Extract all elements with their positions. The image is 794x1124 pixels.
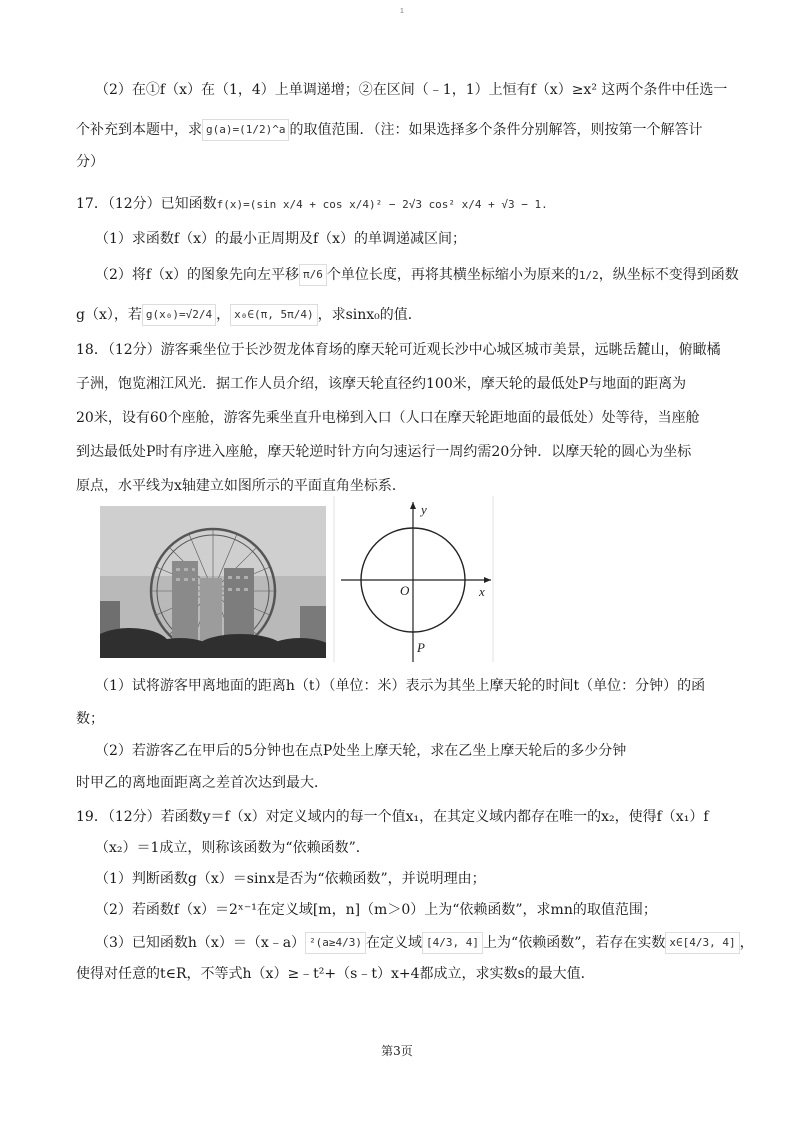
q17-frac-pi6: π/6 <box>299 264 327 286</box>
q18-line-1: 18．（12分）游客乘坐位于长沙贺龙体育场的摩天轮可近观长沙中心城区城市美景，远眺岳麓山，俯瞰橘 <box>76 342 721 358</box>
q18-line-4: 到达最低处P时有序进入座舱，摩天轮逆时针方向匀速运行一周约需20分钟．以摩天轮的圆心为坐标 <box>76 444 692 460</box>
q17-p2c: ，纵坐标不变得到函数 <box>598 267 739 283</box>
q17-p3b: ，求sinx₀的值． <box>317 307 422 323</box>
q17-p2b: 个单位长度，再将其横坐标缩小为原来的 <box>326 267 579 283</box>
q19-formula-x: x∈[4/3, 4] <box>665 932 739 954</box>
ferris-wheel-photo <box>100 506 326 658</box>
q16-line-2b: 的取值范围．（注：如果选择多个条件分别解答，则按第一个解答计 <box>289 122 703 138</box>
q17-head: 17．（12分）已知函数 <box>76 196 217 212</box>
x-axis-arrow <box>484 577 491 583</box>
q17-frac-half: 1/2 <box>578 269 599 282</box>
q16-line-3: 分） <box>76 154 104 170</box>
q16-formula-g: g(a)=(1/2)^a <box>202 119 289 141</box>
q18-part-1: （1）试将游客甲离地面的距离h（t）（单位：米）表示为其坐上摩天轮的时间t（单位：分钟）的函 <box>95 678 706 694</box>
p-label: P <box>417 640 425 655</box>
q17-p3-sep: ， <box>216 307 231 323</box>
q19-part-2: （2）若函数f（x）＝2ˣ⁻¹在定义域[m，n]（m＞0）上为“依赖函数”，求mn的取值范围； <box>95 902 657 918</box>
q18-line-3: 20米，设有60个座舱，游客先乘坐直升电梯到入口（人口在摩天轮距地面的最低处）处等待，当座舱 <box>76 410 700 426</box>
q18-line-5: 原点，水平线为x轴建立如图所示的平面直角坐标系． <box>76 478 406 494</box>
page-footer: 第3页 <box>381 1044 413 1058</box>
q19-line-2: （x₂）＝1成立，则称该函数为“依赖函数”． <box>95 840 370 856</box>
page-mark: 1 <box>400 8 404 15</box>
q16-line-2a: 个补充到本题中，求 <box>76 122 202 138</box>
q16-line-2 <box>76 119 702 141</box>
y-axis-arrow <box>410 502 416 509</box>
q17-part-2 <box>95 264 739 286</box>
q19-p3c: 上为“依赖函数”，若存在实数 <box>483 935 666 951</box>
q17-stem <box>76 194 548 215</box>
q17-p3a: g（x），若 <box>76 307 142 323</box>
q17-part-2-cont <box>76 304 422 326</box>
q19-part-3-cont: 使得对任意的t∈R，不等式h（x）≥﹣t²+（s﹣t）x+4都成立，求实数s的最大值． <box>76 966 595 982</box>
q19-p3b: 在定义域 <box>366 935 423 951</box>
q19-p3d: ， <box>739 935 754 951</box>
q18-part-2-cont: 时甲乙的离地面距离之差首次达到最大． <box>76 775 328 791</box>
coordinate-diagram <box>333 496 497 662</box>
origin-label: O <box>400 583 410 598</box>
q18-part-2: （2）若游客乙在甲后的5分钟也在点P处坐上摩天轮，求在乙坐上摩天轮后的多少分钟 <box>95 743 627 759</box>
q17-p2a: （2）将f（x）的图象先向左平移 <box>95 267 299 283</box>
q19-line-1: 19．（12分）若函数y＝f（x）对定义域内的每一个值x₁，在其定义域内都存在唯一的x₂，使得f（x₁）f <box>76 809 709 825</box>
q17-formula-x0: x₀∈(π, 5π/4) <box>230 304 317 326</box>
q19-formula-domain: [4/3, 4] <box>422 932 483 954</box>
q16-line-1: （2）在①f（x）在（1，4）上单调递增；②在区间（﹣1，1）上恒有f（x）≥x² 这两个条件中任选一 <box>95 82 728 98</box>
q19-formula-a: ²(a≥4/3) <box>305 932 366 954</box>
q18-line-2: 子洲，饱览湘江风光．据工作人员介绍，该摩天轮直径约100米，摩天轮的最低处P与地面的距离为 <box>76 376 687 392</box>
y-label: y <box>421 502 427 517</box>
q18-part-1-cont: 数； <box>76 711 104 727</box>
q17-formula-gx0: g(x₀)=√2/4 <box>142 304 216 326</box>
x-label: x <box>479 584 485 599</box>
q19-p3a: （3）已知函数h（x）＝（x﹣a） <box>95 935 306 951</box>
q19-part-1: （1）判断函数g（x）＝sinx是否为“依赖函数”，并说明理由； <box>95 871 486 887</box>
q19-part-3 <box>95 932 754 954</box>
q17-part-1: （1）求函数f（x）的最小正周期及f（x）的单调递减区间； <box>95 231 467 247</box>
q17-formula: f(x)=(sin x/4 + cos x/4)² − 2√3 cos² x/4 + √3 − 1. <box>216 198 548 211</box>
